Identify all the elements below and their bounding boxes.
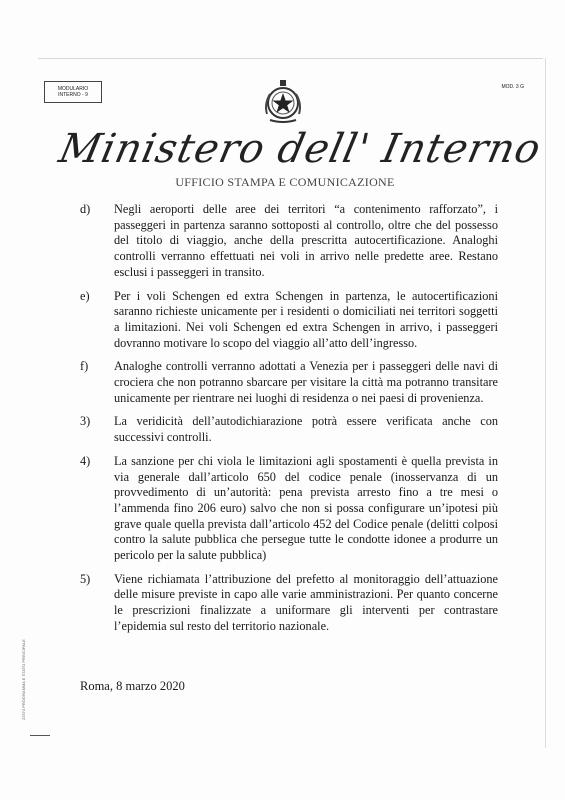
- date-line: Roma, 8 marzo 2020: [80, 679, 185, 693]
- list-item-label: 4): [80, 453, 91, 468]
- stamp-line-1: MODULARIO: [57, 86, 89, 92]
- ministry-subtitle: UFFICIO STAMPA E COMUNICAZIONE: [175, 175, 395, 189]
- list-item-label: 5): [80, 571, 91, 586]
- list-item-text: La veridicità dell’autodichiarazione potrà essere verificata anche con successivi controlli.: [114, 414, 498, 445]
- list-item: [80, 359, 498, 406]
- page-edge-top: [38, 58, 543, 59]
- list-item: [80, 414, 498, 445]
- stamp-line-2: INTERNO - 9: [58, 92, 88, 98]
- list-item: [80, 572, 498, 635]
- modulario-stamp: [44, 81, 102, 103]
- document-body: [80, 202, 498, 643]
- ministry-title: Ministero dell' Interno: [55, 126, 546, 172]
- list-item: [80, 454, 498, 564]
- list-item: [80, 202, 498, 281]
- list-item: [80, 289, 498, 352]
- republic-emblem-icon: [258, 76, 308, 126]
- list-item-text: Negli aeroporti delle aree dei territori “a contenimento rafforzato”, i passeggeri in partenza saranno sottoposti al controllo, oltre che del possesso del titolo di viaggio, anche della prescritta autocertificazione. Analoghi controlli verranno effettuati nei voli in arrivo nelle predette aree. Restano esclusi i passeggeri in transito.: [114, 202, 498, 279]
- page-mark: [30, 735, 50, 736]
- list-item-label: e): [80, 288, 90, 303]
- list-item-label: d): [80, 202, 91, 216]
- list-item-text: Analoghe controlli verranno adottati a Venezia per i passeggeri delle navi di crociera che non potranno sbarcare per visitare la città ma potranno transitare unicamente per rientrare nei luoghi di residenza o nei paesi di provenienza.: [114, 359, 498, 405]
- page-edge-right: [545, 58, 546, 748]
- list-item-text: La sanzione per chi viola le limitazioni agli spostamenti è quella prevista in via generale dall’articolo 650 del codice penale (inosservanza di un provvedimento di un’autorità: pena prevista arresto fino a tre mesi o l’ammenda fino 206 euro) salvo che non si possa configurare un’ipotesi più grave quale quella prevista dall’articolo 452 del Codice penale (delitti colposi contro la salute pubblica che persegue tutte le condotte idonee a produrre un pericolo per la salute pubblica): [114, 453, 498, 563]
- list-item-label: f): [80, 359, 89, 374]
- mod-code: MOD. 3 G: [501, 84, 524, 90]
- list-item-text: Per i voli Schengen ed extra Schengen in partenza, le autocertificazioni saranno richieste unicamente per i residenti o domiciliati nei territori soggetti a limitazioni. Nei voli Schengen ed extra Schengen in arrivo, i passeggeri dovranno motivare lo scopo del viaggio all’atto dell’ingresso.: [114, 288, 498, 350]
- list-item-text: Viene richiamata l’attribuzione del prefetto al monitoraggio dell’attuazione delle misure previste in capo alle varie amministrazioni. Per quanto concerne le prescrizioni finalizzate a uniformare gli interventi per contrastare l’epidemia sul resto del territorio nazionale.: [114, 571, 498, 633]
- side-note: 22574 PROGRAMMA E STATO PRINCIPALE: [21, 639, 26, 720]
- list-item-label: 3): [80, 414, 91, 429]
